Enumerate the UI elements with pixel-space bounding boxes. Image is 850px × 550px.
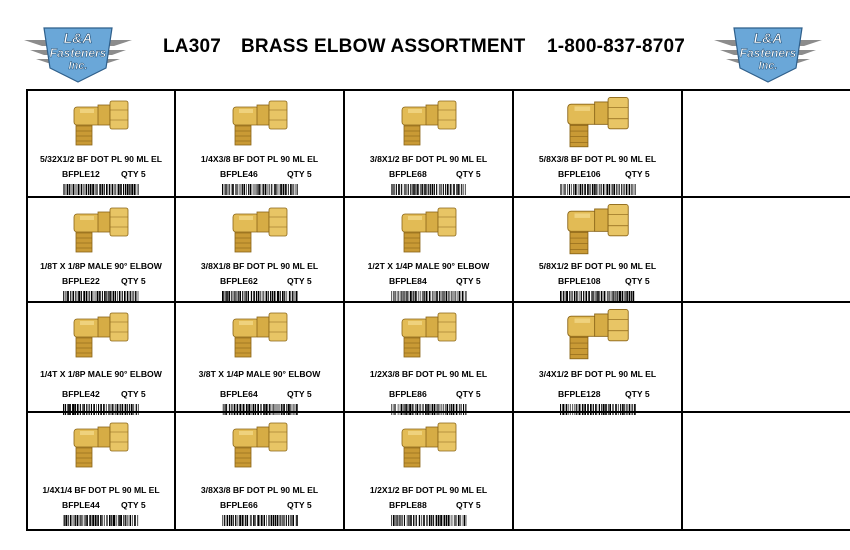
compartment (176, 413, 345, 529)
brass-elbow-fitting-image (70, 204, 132, 254)
barcode (391, 515, 467, 526)
compartment (28, 91, 176, 198)
compartment (345, 413, 514, 529)
assortment-grid (26, 89, 850, 531)
quantity: QTY 5 (625, 169, 650, 179)
compartment (176, 303, 345, 413)
compartment (28, 303, 176, 413)
part-description: 1/2T X 1/4P MALE 90° ELBOW (367, 261, 490, 271)
svg-text:Fasteners: Fasteners (739, 46, 797, 60)
compartment (345, 303, 514, 413)
brass-elbow-fitting-image (70, 419, 132, 469)
part-description: 3/8X1/2 BF DOT PL 90 ML EL (369, 154, 488, 164)
brass-elbow-fitting-image (229, 309, 291, 359)
part-number: BFPLE62 (220, 276, 258, 286)
quantity: QTY 5 (287, 276, 312, 286)
barcode (391, 291, 467, 302)
quantity: QTY 5 (456, 276, 481, 286)
assortment-code: LA307 (163, 36, 222, 57)
part-number: BFPLE44 (62, 500, 100, 510)
barcode (63, 515, 139, 526)
brass-elbow-fitting-image (229, 419, 291, 469)
quantity: QTY 5 (456, 500, 481, 510)
part-description: 5/8X3/8 BF DOT PL 90 ML EL (538, 154, 657, 164)
part-description: 1/2X1/2 BF DOT PL 90 ML EL (369, 485, 488, 495)
svg-text:Inc.: Inc. (758, 60, 778, 72)
brass-elbow-fitting-image (229, 97, 291, 147)
compartment (28, 198, 176, 303)
page-header (150, 36, 710, 60)
quantity: QTY 5 (121, 389, 146, 399)
barcode (63, 291, 139, 302)
page-title: BRASS ELBOW ASSORTMENT (241, 36, 526, 57)
part-description: 1/4X3/8 BF DOT PL 90 ML EL (200, 154, 319, 164)
part-description: 3/8X1/8 BF DOT PL 90 ML EL (200, 261, 319, 271)
compartment (28, 413, 176, 529)
brass-elbow-fitting-image (563, 93, 633, 149)
company-logo-left (22, 22, 134, 84)
part-number: BFPLE88 (389, 500, 427, 510)
svg-text:Fasteners: Fasteners (49, 46, 107, 60)
svg-text:L&A: L&A (63, 30, 93, 46)
quantity: QTY 5 (625, 276, 650, 286)
compartment (345, 91, 514, 198)
part-description: 3/4X1/2 BF DOT PL 90 ML EL (538, 369, 657, 379)
barcode (560, 184, 636, 195)
brass-elbow-fitting-image (70, 97, 132, 147)
barcode (63, 184, 139, 195)
part-number: BFPLE68 (389, 169, 427, 179)
part-number: BFPLE64 (220, 389, 258, 399)
empty-compartment (683, 413, 850, 529)
compartment (176, 198, 345, 303)
brass-elbow-fitting-image (398, 97, 460, 147)
phone-number: 1-800-837-8707 (547, 36, 686, 57)
barcode (222, 291, 298, 302)
svg-text:L&A: L&A (753, 30, 783, 46)
quantity: QTY 5 (121, 276, 146, 286)
part-description: 1/4T X 1/8P MALE 90° ELBOW (40, 369, 162, 379)
compartment (514, 198, 683, 303)
part-number: BFPLE108 (558, 276, 601, 286)
part-description: 3/8T X 1/4P MALE 90° ELBOW (198, 369, 321, 379)
part-number: BFPLE84 (389, 276, 427, 286)
quantity: QTY 5 (287, 500, 312, 510)
quantity: QTY 5 (456, 169, 481, 179)
quantity: QTY 5 (121, 500, 146, 510)
barcode (391, 184, 467, 195)
svg-text:Inc.: Inc. (68, 60, 88, 72)
quantity: QTY 5 (456, 389, 481, 399)
barcode (222, 184, 298, 195)
part-number: BFPLE46 (220, 169, 258, 179)
brass-elbow-fitting-image (563, 305, 633, 361)
part-description: 1/8T X 1/8P MALE 90° ELBOW (40, 261, 162, 271)
part-description: 1/2X3/8 BF DOT PL 90 ML EL (369, 369, 488, 379)
part-number: BFPLE128 (558, 389, 601, 399)
part-number: BFPLE86 (389, 389, 427, 399)
brass-elbow-fitting-image (398, 419, 460, 469)
part-number: BFPLE42 (62, 389, 100, 399)
empty-compartment (514, 413, 683, 529)
barcode (222, 515, 298, 526)
company-logo-right (712, 22, 824, 84)
empty-compartment (683, 198, 850, 303)
compartment (514, 303, 683, 413)
part-description: 5/8X1/2 BF DOT PL 90 ML EL (538, 261, 657, 271)
barcode (560, 291, 636, 302)
brass-elbow-fitting-image (563, 200, 633, 256)
quantity: QTY 5 (121, 169, 146, 179)
compartment (514, 91, 683, 198)
part-number: BFPLE22 (62, 276, 100, 286)
compartment (345, 198, 514, 303)
brass-elbow-fitting-image (229, 204, 291, 254)
part-number: BFPLE106 (558, 169, 601, 179)
quantity: QTY 5 (287, 389, 312, 399)
empty-compartment (683, 91, 850, 198)
empty-compartment (683, 303, 850, 413)
brass-elbow-fitting-image (398, 309, 460, 359)
compartment (176, 91, 345, 198)
part-description: 5/32X1/2 BF DOT PL 90 ML EL (40, 154, 162, 164)
part-description: 1/4X1/4 BF DOT PL 90 ML EL (42, 485, 160, 495)
part-number: BFPLE66 (220, 500, 258, 510)
quantity: QTY 5 (625, 389, 650, 399)
quantity: QTY 5 (287, 169, 312, 179)
brass-elbow-fitting-image (398, 204, 460, 254)
part-description: 3/8X3/8 BF DOT PL 90 ML EL (200, 485, 319, 495)
part-number: BFPLE12 (62, 169, 100, 179)
brass-elbow-fitting-image (70, 309, 132, 359)
